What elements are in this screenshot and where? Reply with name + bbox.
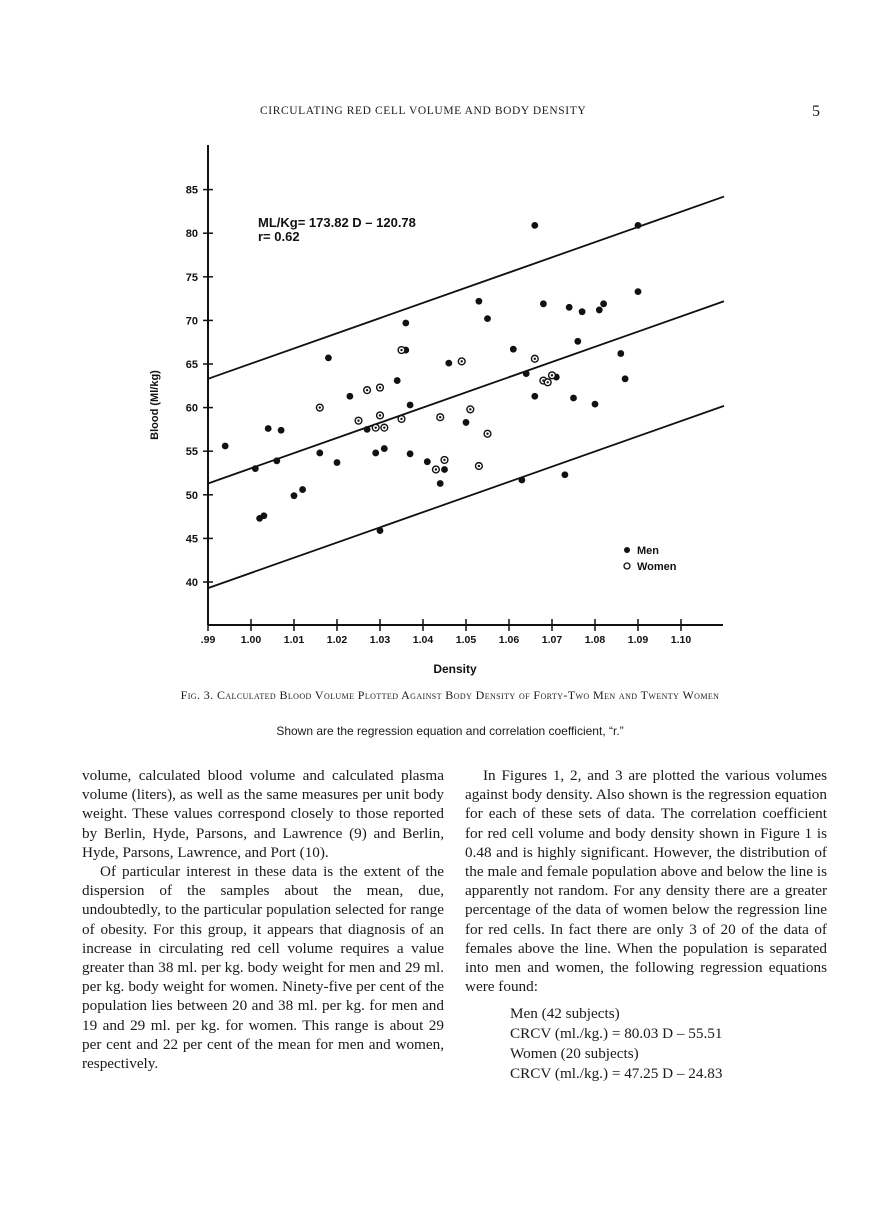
y-tick-label: 85 xyxy=(185,184,198,197)
data-point-men xyxy=(364,426,371,433)
legend-label-men: Men xyxy=(637,545,659,557)
x-tick-label: 1.00 xyxy=(240,634,262,646)
data-point-men xyxy=(531,222,538,229)
data-point-men xyxy=(407,450,414,457)
data-point-women-center xyxy=(400,418,402,420)
data-point-men xyxy=(265,425,272,432)
data-point-men xyxy=(484,315,491,322)
data-point-women-center xyxy=(319,406,321,408)
y-tick-label: 40 xyxy=(185,577,198,589)
data-point-women-center xyxy=(357,419,359,421)
equation-line: Women (20 subjects) xyxy=(510,1045,639,1063)
equation-line: Men (42 subjects) xyxy=(510,1005,620,1023)
data-point-men xyxy=(540,300,547,307)
equation-line: CRCV (ml./kg.) = 47.25 D – 24.83 xyxy=(510,1065,723,1083)
y-tick-label: 50 xyxy=(185,489,198,502)
correlation-label: r= 0.62 xyxy=(258,229,300,244)
x-tick-label: 1.08 xyxy=(584,634,606,646)
regression-equation-label: ML/Kg= 173.82 D – 120.78 xyxy=(258,215,416,230)
data-point-women-center xyxy=(478,465,480,467)
data-point-men xyxy=(402,320,409,327)
data-point-men xyxy=(372,450,379,457)
data-point-women-center xyxy=(366,389,368,391)
data-point-women-center xyxy=(400,349,402,351)
paragraph: volume, calculated blood volume and calculated plasma volume (liters), as well as the same measures per unit body weight. These values correspond closely to those reported by Berlin, Hyde, Parsons, and Lawrence (9) and Berlin, Hyde, Parsons, Lawrence, and Port (10). xyxy=(82,767,444,861)
running-title: CIRCULATING RED CELL VOLUME AND BODY DENSITY xyxy=(260,105,587,117)
paragraph: In Figures 1, 2, and 3 are plotted the various volumes against body density. Also shown is the regression equation for each of these sets of data. The correlation coefficient for red cell volume and body density shown in Figure 1 is 0.48 and is highly significant. However, the distribution of the male and female population above and below the line is apparently not random. For any density there are a greater percentage of the data of women below the regression line for red cells. In fact there are only 3 of 20 of the data of females above the line. When the population is separated into men and women, the following regression equations were found: xyxy=(465,767,827,996)
y-tick-label: 65 xyxy=(185,359,198,371)
data-point-men xyxy=(635,222,642,229)
data-point-men xyxy=(510,346,517,353)
x-tick-label: 1.05 xyxy=(455,634,477,646)
scatter-chart xyxy=(140,135,760,680)
x-tick-label: 1.10 xyxy=(670,634,692,646)
data-point-men xyxy=(325,354,332,361)
page-number: 5 xyxy=(812,103,820,120)
data-point-women-center xyxy=(547,381,549,383)
y-tick-label: 55 xyxy=(185,446,198,459)
data-point-men xyxy=(261,512,268,519)
y-tick-label: 45 xyxy=(185,533,198,546)
data-point-women-center xyxy=(383,426,385,428)
x-tick-label: 1.07 xyxy=(541,634,563,646)
y-tick-label: 70 xyxy=(185,315,198,328)
data-point-men xyxy=(635,288,642,295)
data-point-women-center xyxy=(534,358,536,360)
data-point-men xyxy=(566,304,573,311)
data-point-men xyxy=(252,465,259,472)
data-point-men xyxy=(617,350,624,357)
data-point-men xyxy=(407,402,414,409)
legend-marker-women xyxy=(624,563,630,569)
data-point-men xyxy=(334,459,341,466)
data-point-women-center xyxy=(379,414,381,416)
figure-caption: Fig. 3. Calculated Blood Volume Plotted Against Body Density of Forty-Two Men and Twenty Women xyxy=(180,688,720,702)
data-point-women-center xyxy=(551,374,553,376)
legend-marker-men xyxy=(624,547,630,553)
data-point-women-center xyxy=(443,459,445,461)
data-point-men xyxy=(523,370,530,377)
data-point-men xyxy=(562,471,569,478)
right-column xyxy=(465,766,827,1084)
data-point-men xyxy=(445,360,452,367)
legend-label-women: Women xyxy=(637,561,677,573)
x-tick-label: .99 xyxy=(200,634,216,646)
data-point-men xyxy=(273,457,280,464)
data-point-men xyxy=(600,300,607,307)
x-tick-label: 1.06 xyxy=(498,634,520,646)
equation-line: CRCV (ml./kg.) = 80.03 D – 55.51 xyxy=(510,1025,723,1043)
data-point-men xyxy=(441,466,448,473)
page-header xyxy=(0,105,890,125)
y-tick-label: 60 xyxy=(185,402,198,415)
data-point-women-center xyxy=(375,426,377,428)
data-point-women-center xyxy=(461,360,463,362)
x-tick-label: 1.04 xyxy=(412,634,434,646)
data-point-women-center xyxy=(435,468,437,470)
x-tick-label: 1.03 xyxy=(369,634,391,646)
data-point-men xyxy=(381,445,388,452)
left-column xyxy=(82,766,444,1073)
x-tick-label: 1.02 xyxy=(326,634,348,646)
data-point-men xyxy=(394,377,401,384)
figure-subcaption: Shown are the regression equation and correlation coefficient, “r.” xyxy=(276,724,624,738)
data-point-men xyxy=(437,480,444,487)
data-point-men xyxy=(476,298,483,305)
y-tick-label: 75 xyxy=(185,271,198,284)
regression-line xyxy=(208,301,724,483)
data-point-men xyxy=(622,375,629,382)
x-tick-label: 1.09 xyxy=(627,634,649,646)
x-tick-label: 1.01 xyxy=(283,634,305,646)
data-point-women-center xyxy=(486,433,488,435)
data-point-women-center xyxy=(379,386,381,388)
paragraph: Of particular interest in these data is the extent of the dispersion of the samples about the mean, due, undoubtedly, to the particular population selected for range of obesity. For this group, it appears that diagnosis of an increase in circulating red cell volume requires a value greater than 38 ml. per kg. body weight for men and 29 ml. per kg. body weight for women. Ninety-five per cent of the population lies between 20 and 38 ml. per kg. for men and 19 and 29 ml. per kg. for women. This range is about 29 per cent and 22 per cent of the mean for men and women, respectively. xyxy=(82,863,444,1073)
data-point-men xyxy=(463,419,470,426)
regression-equations xyxy=(465,1004,827,1084)
data-point-men xyxy=(291,492,298,499)
data-point-men xyxy=(570,395,577,402)
data-point-men xyxy=(596,307,603,314)
data-point-men xyxy=(347,393,354,400)
y-axis-label: Blood (Ml/kg) xyxy=(149,370,161,440)
y-tick-label: 80 xyxy=(185,228,198,241)
data-point-men xyxy=(531,393,538,400)
data-point-men xyxy=(299,486,306,493)
data-point-men xyxy=(377,527,384,534)
data-point-men xyxy=(579,308,586,315)
data-point-men xyxy=(519,477,526,484)
data-point-men xyxy=(424,458,431,465)
data-point-women-center xyxy=(439,416,441,418)
data-point-women-center xyxy=(469,408,471,410)
data-point-men xyxy=(278,427,285,434)
data-point-men xyxy=(574,338,581,345)
data-point-men xyxy=(316,450,323,457)
data-point-men xyxy=(592,401,599,408)
x-axis-label: Density xyxy=(433,662,477,676)
data-point-men xyxy=(222,443,229,450)
